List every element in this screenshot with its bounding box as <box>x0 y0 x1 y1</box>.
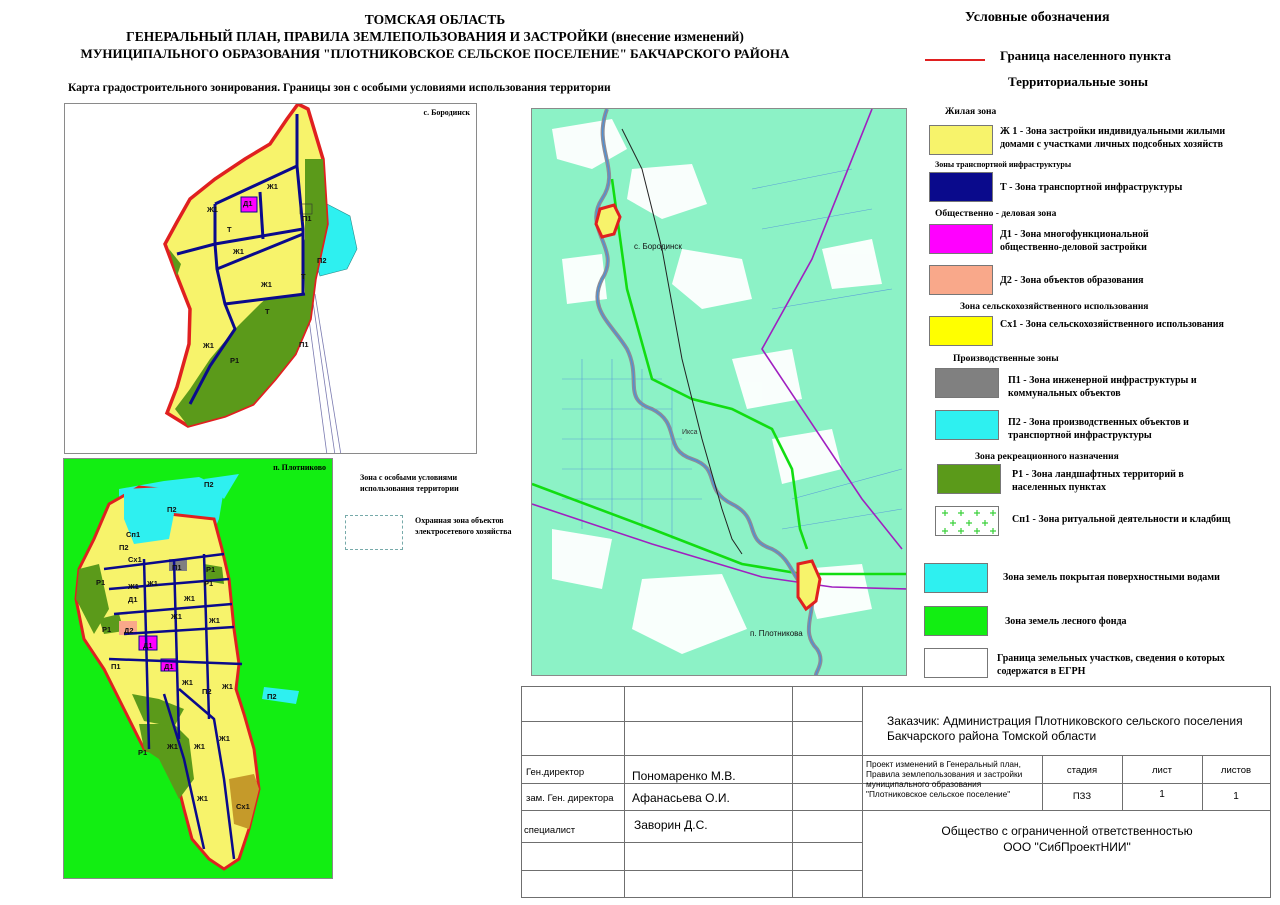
legend-boundary-line <box>925 59 985 61</box>
legend-forest: Зона земель лесного фонда <box>1005 616 1127 627</box>
zone-label: Ж1 <box>194 742 205 751</box>
map-borodinsk[interactable] <box>64 103 477 454</box>
zone-label: Ж1 <box>207 205 218 214</box>
legend-swatch-parcels <box>924 648 988 678</box>
header-line-municipality: МУНИЦИПАЛЬНОГО ОБРАЗОВАНИЯ "ПЛОТНИКОВСКОЕ СЕЛЬСКОЕ ПОСЕЛЕНИЕ" БАКЧАРСКОГО РАЙОНА <box>80 46 790 61</box>
map-plotnikovo-title: п. Плотниково <box>273 463 326 472</box>
zone-label: П2 <box>267 692 277 701</box>
legend-swatch-t <box>929 172 993 202</box>
legend-swatch-forest <box>924 606 988 636</box>
map-overview[interactable] <box>531 108 907 676</box>
legend-group-agri: Зона сельскохозяйственного использования <box>960 302 1149 312</box>
legend-group-public: Общественно - деловая зона <box>935 209 1057 219</box>
map-borodinsk-drawing <box>65 104 477 454</box>
legend-boundary-label: Граница населенного пункта <box>1000 48 1171 63</box>
legend-sp1: Сп1 - Зона ритуальной деятельности и кладбищ <box>1012 514 1231 525</box>
special-zone-item: Охранная зона объектов электросетевого хозяйства <box>415 516 512 536</box>
legend-d2: Д2 - Зона объектов образования <box>1000 275 1144 286</box>
zone-label: Д1 <box>243 199 253 208</box>
zone-label: Ж1 <box>197 794 208 803</box>
map-overview-drawing <box>532 109 907 676</box>
stamp-org-line2: ООО "СибПроектНИИ" <box>1003 840 1131 854</box>
special-zone-swatch <box>345 515 403 550</box>
stamp-sheet: 1 <box>1159 789 1165 800</box>
legend-swatch-r1 <box>937 464 1001 494</box>
zone-label: Д1 <box>128 595 138 604</box>
zone-label: Р1 <box>230 356 240 365</box>
legend-sx1: Сх1 - Зона сельскохозяйственного использования <box>1000 319 1224 330</box>
legend-group-transport: Зоны транспортной инфраструктуры <box>935 160 1072 169</box>
legend-swatch-d1 <box>929 224 993 254</box>
zone-label: Т <box>227 225 232 234</box>
legend-parcels: Граница земельных участков, сведения о которых содержатся в ЕГРН <box>997 653 1225 677</box>
legend-group-residential: Жилая зона <box>945 107 997 117</box>
zone-label: Ж1 <box>167 742 178 751</box>
stamp-org-line1: Общество с ограниченной ответственностью <box>941 824 1193 838</box>
legend-d1: Д1 - Зона многофункциональной общественно-деловой застройки <box>1000 229 1149 253</box>
stamp-name-director: Пономаренко М.В. <box>632 769 736 783</box>
zone-label: Р1 <box>206 565 216 574</box>
zone-label: Ж1 <box>233 247 244 256</box>
zone-label: Ж1 <box>171 612 182 621</box>
legend-p1: П1 - Зона инженерной инфраструктуры и коммунальных объектов <box>1008 375 1197 399</box>
zone-label: Т <box>265 307 270 316</box>
zone-label: П1 <box>299 340 309 349</box>
map-plotnikovo-drawing <box>64 459 333 879</box>
legend-swatch-zh1 <box>929 125 993 155</box>
zone-label: П1 <box>172 563 182 572</box>
legend-swatch-sp1 <box>935 506 999 536</box>
header-line-region: ТОМСКАЯ ОБЛАСТЬ <box>364 12 506 27</box>
zone-label: Ж1 <box>184 594 195 603</box>
zone-label: Ж1 <box>222 682 233 691</box>
stamp-role-deputy: зам. Ген. директора <box>526 793 614 804</box>
zone-label: П1 <box>111 662 121 671</box>
overview-label-borodinsk: с. Бородинск <box>634 242 682 251</box>
zone-label: Д1 <box>164 662 174 671</box>
zone-label: П2 <box>317 256 327 265</box>
zone-label: Сх1 <box>128 555 142 564</box>
legend-group-recreation: Зона рекреационного назначения <box>975 452 1119 462</box>
zone-label: Сх1 <box>236 802 250 811</box>
cross-pattern-icon <box>936 507 998 535</box>
overview-label-plotnikovo: п. Плотникова <box>750 629 803 638</box>
zone-label: Р1 <box>138 748 148 757</box>
zone-label: П2 <box>202 687 212 696</box>
map-borodinsk-title: с. Бородинск <box>423 108 470 117</box>
header-line-plan: ГЕНЕРАЛЬНЫЙ ПЛАН, ПРАВИЛА ЗЕМЛЕПОЛЬЗОВАНИЯ И ЗАСТРОЙКИ (внесение изменений) <box>126 29 744 44</box>
zone-label: Ж1 <box>128 582 139 591</box>
stamp-name-deputy: Афанасьева О.И. <box>632 791 730 805</box>
stamp-project: Проект изменений в Генеральный план, Правила землепользования и застройки муниципального образования "Плотниковское сельское поселение" <box>866 759 1023 799</box>
zone-label: Ж1 <box>219 734 230 743</box>
legend-territorial-zones: Территориальные зоны <box>1008 74 1149 89</box>
zone-label: Р1 <box>96 578 106 587</box>
legend-zh1: Ж 1 - Зона застройки индивидуальными жилыми домами с участками личных подсобных хозяйств <box>1000 126 1226 150</box>
legend-swatch-d2 <box>929 265 993 295</box>
zone-label: Т <box>301 272 306 281</box>
title-block <box>521 686 1271 898</box>
zone-label: Д2 <box>124 626 134 635</box>
stamp-sheets: 1 <box>1233 791 1239 802</box>
map-plotnikovo[interactable] <box>63 458 333 879</box>
zone-label: Сп1 <box>126 530 141 539</box>
legend-swatch-p2 <box>935 410 999 440</box>
stamp-customer: Заказчик: Администрация Плотниковского сельского поселения Бакчарского района Томской области <box>887 714 1243 743</box>
legend-group-production: Производственные зоны <box>953 354 1059 364</box>
zone-label: Ж1 <box>209 616 220 625</box>
stamp-header-stage: стадия <box>1066 765 1098 776</box>
special-zone-title: Зона с особыми условиями использования территории <box>360 473 459 493</box>
legend-p2: П2 - Зона производственных объектов и транспортной инфраструктуры <box>1008 417 1189 441</box>
map-subtitle: Карта градостроительного зонирования. Границы зон с особыми условиями использования территории <box>68 82 611 94</box>
overview-label-river: Икса <box>682 429 698 436</box>
legend-swatch-sx1 <box>929 316 993 346</box>
legend-title: Условные обозначения <box>965 10 1110 25</box>
stamp-role-specialist: специалист <box>524 825 576 836</box>
stamp-stage: ПЗЗ <box>1072 791 1092 802</box>
stamp-role-director: Ген.директор <box>526 767 585 778</box>
legend-r1: Р1 - Зона ландшафтных территорий в населенных пунктах <box>1012 469 1184 493</box>
legend-swatch-water <box>924 563 988 593</box>
zone-label: П2 <box>167 505 177 514</box>
zone-label: П2 <box>119 543 129 552</box>
legend-t: Т - Зона транспортной инфраструктуры <box>1000 182 1183 193</box>
zone-label: Ж1 <box>147 579 158 588</box>
zone-label: Р1 <box>204 579 214 588</box>
zone-label: П2 <box>204 480 214 489</box>
zone-label: Ж1 <box>261 280 272 289</box>
zone-label: П1 <box>302 214 312 223</box>
stamp-header-sheet: лист <box>1152 765 1172 776</box>
stamp-name-specialist: Заворин Д.С. <box>634 818 708 832</box>
stamp-header-sheets: листов <box>1220 765 1252 776</box>
zone-label: Ж1 <box>182 678 193 687</box>
legend-swatch-p1 <box>935 368 999 398</box>
zone-label: Д1 <box>143 641 153 650</box>
legend-water: Зона земель покрытая поверхностными водами <box>1003 572 1220 583</box>
zone-label: Ж1 <box>203 341 214 350</box>
zone-label: Р1 <box>102 625 112 634</box>
zone-label: Ж1 <box>267 182 278 191</box>
